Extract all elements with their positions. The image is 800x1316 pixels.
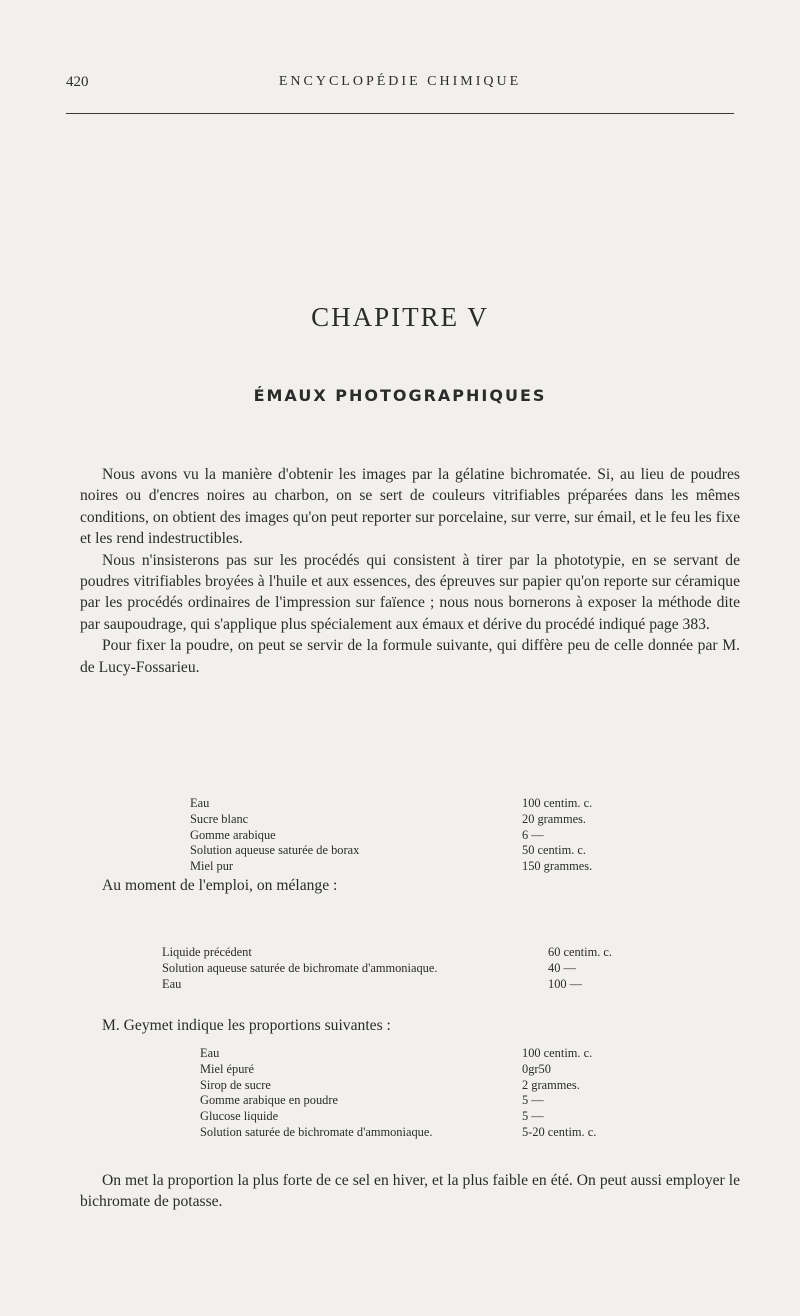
- formula-row: [200, 1109, 596, 1125]
- formula-table-1: [190, 796, 592, 875]
- formula-row: [162, 945, 612, 961]
- ingredient-value: 40 —: [548, 960, 576, 975]
- body-text-closing: [80, 1170, 740, 1213]
- ingredient-value: 2 grammes.: [522, 1077, 580, 1092]
- formula-row: [200, 1125, 596, 1141]
- page-number: 420: [66, 74, 89, 90]
- ingredient-value: 5 —: [522, 1109, 544, 1124]
- ingredient-value: 6 —: [522, 827, 544, 842]
- formula-row: [200, 1078, 596, 1094]
- ingredient-value: 50 centim. c.: [522, 843, 586, 858]
- ingredient-value: 150 grammes.: [522, 859, 593, 874]
- ingredient-label: Sirop de sucre: [200, 1077, 271, 1092]
- ingredient-label: Solution saturée de bichromate d'ammoniaque.: [200, 1124, 433, 1139]
- paragraph: Nous n'insisterons pas sur les procédés qui consistent à tirer par la phototypie, en se servant de poudres vitrifiables broyées à l'huile et aux essences, des épreuves sur papier qu'on reporte sur céramique par les procédés ordinaires de l'impression sur faïence ; nous nous bornerons à exposer la méthode dite par saupoudrage, qui s'applique plus spécialement aux émaux et dérive du procédé indiqué page 383.: [80, 551, 740, 633]
- ingredient-value: 5 —: [522, 1093, 544, 1108]
- paragraph: Pour fixer la poudre, on peut se servir de la formule suivante, qui diffère peu de celle donnée par M. de Lucy-Fossarieu.: [80, 637, 740, 676]
- formula-row: [200, 1062, 596, 1078]
- page-header: [66, 74, 734, 98]
- running-title: ENCYCLOPÉDIE CHIMIQUE: [278, 74, 522, 89]
- paragraph: M. Geymet indique les proportions suivantes :: [102, 1017, 391, 1034]
- ingredient-label: Solution aqueuse saturée de borax: [190, 843, 360, 858]
- section-title: ÉMAUX PHOTOGRAPHIQUES: [253, 386, 547, 405]
- ingredient-value: 60 centim. c.: [548, 945, 612, 959]
- paragraph: Nous avons vu la manière d'obtenir les images par la gélatine bichromatée. Si, au lieu de poudres noires ou d'encres noires au charbon, on se sert de couleurs vitrifiables préparées dans les mêmes conditions, on obtient des images qu'on peut reporter sur porcelaine, sur verre, sur émail, et le feu les fixe et les rend indestructibles.: [80, 466, 740, 548]
- ingredient-value: 0gr50: [522, 1061, 551, 1076]
- ingredient-label: Sucre blanc: [190, 811, 249, 826]
- body-text-geymet: [80, 1015, 740, 1036]
- header-rule: [66, 113, 734, 114]
- ingredient-label: Gomme arabique: [190, 827, 276, 842]
- chapter-title: CHAPITRE V: [311, 302, 489, 332]
- ingredient-value: 100 —: [548, 976, 583, 991]
- ingredient-label: Eau: [162, 976, 182, 991]
- formula-table-2: [162, 945, 612, 992]
- paragraph: On met la proportion la plus forte de ce sel en hiver, et la plus faible en été. On peut aussi employer le bichromate de potasse.: [80, 1172, 740, 1211]
- formula-row: [190, 812, 592, 828]
- ingredient-label: Miel pur: [190, 859, 234, 874]
- ingredient-label: Glucose liquide: [200, 1109, 279, 1124]
- ingredient-label: Solution aqueuse saturée de bichromate d'ammoniaque.: [162, 960, 438, 975]
- formula-row: [162, 977, 612, 993]
- formula-row: [200, 1046, 596, 1062]
- ingredient-value: 5-20 centim. c.: [522, 1124, 597, 1139]
- body-text-mix: [80, 875, 740, 896]
- formula-row: [190, 843, 592, 859]
- formula-row: [190, 859, 592, 875]
- ingredient-label: Liquide précédent: [162, 945, 252, 959]
- formula-row: [200, 1093, 596, 1109]
- formula-row: [162, 961, 612, 977]
- ingredient-label: Eau: [200, 1046, 220, 1060]
- formula-table-3: [200, 1046, 596, 1141]
- paragraph: Au moment de l'emploi, on mélange :: [102, 877, 338, 894]
- ingredient-value: 100 centim. c.: [522, 1046, 593, 1060]
- ingredient-label: Miel épuré: [200, 1061, 255, 1076]
- ingredient-label: Eau: [190, 796, 210, 810]
- ingredient-label: Gomme arabique en poudre: [200, 1093, 338, 1108]
- formula-row: [190, 828, 592, 844]
- ingredient-value: 100 centim. c.: [522, 796, 593, 810]
- formula-row: [190, 796, 592, 812]
- body-text-intro: [80, 464, 740, 678]
- ingredient-value: 20 grammes.: [522, 811, 587, 826]
